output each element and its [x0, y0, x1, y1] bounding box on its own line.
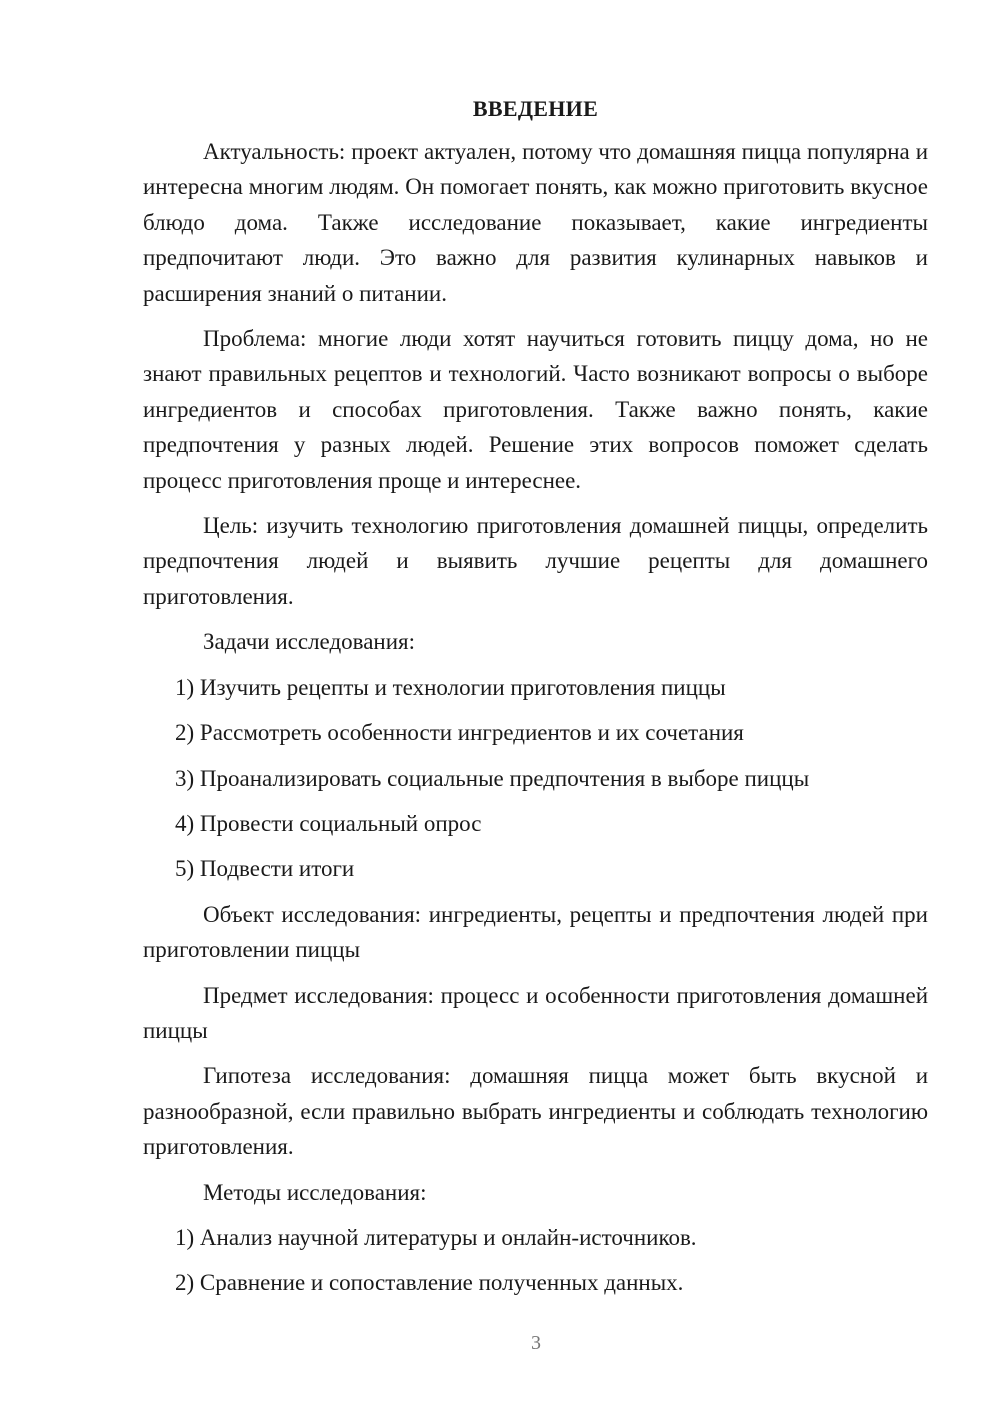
goal-paragraph: Цель: изучить технологию приготовления домашней пиццы, определить предпочтения людей и выявить лучшие рецепты для домашнего приготовления. — [143, 513, 928, 609]
list-item: 5) Подвести итоги — [175, 856, 355, 882]
list-item: 2) Рассмотреть особенности ингредиентов и их сочетания — [175, 720, 744, 746]
object-paragraph: Объект исследования: ингредиенты, рецепты и предпочтения людей при приготовлении пиццы — [143, 901, 928, 963]
methods-list — [143, 1220, 928, 1301]
list-item: 1) Анализ научной литературы и онлайн-источников. — [175, 1224, 697, 1250]
page-title: ВВЕДЕНИЕ — [472, 96, 599, 121]
subject-paragraph: Предмет исследования: процесс и особенности приготовления домашней пиццы — [143, 982, 928, 1043]
problem-paragraph: Проблема: многие люди хотят научиться готовить пиццу дома, но не знают правильных рецептов и технологий. Часто возникают вопросы о выборе ингредиентов и способах приготовления. Также важно понять, какие предпочтения у разных людей. Решение этих вопросов поможет сделать процесс приготовления проще и интереснее. — [143, 326, 928, 493]
list-item: 4) Провести социальный опрос — [175, 810, 482, 836]
hypothesis-paragraph: Гипотеза исследования: домашняя пицца может быть вкусной и разнообразной, если правильно выбрать ингредиенты и соблюдать технологию приготовления. — [143, 1063, 928, 1160]
relevance-paragraph: Актуальность: проект актуален, потому что домашняя пицца популярна и интересна многим людям. Он помогает понять, как можно приготовить вкусное блюдо дома. Также исследование показывает, какие ингредиенты предпочитают люди. Это важно для развития кулинарных навыков и расширения знаний о питании. — [143, 139, 928, 306]
methods-heading: Методы исследования: — [203, 1179, 427, 1205]
list-item: 1) Изучить рецепты и технологии приготовления пиццы — [175, 674, 726, 700]
list-item: 2) Сравнение и сопоставление полученных данных. — [175, 1270, 684, 1296]
tasks-list — [143, 670, 928, 887]
tasks-heading: Задачи исследования: — [203, 629, 416, 655]
list-item: 3) Проанализировать социальные предпочтения в выборе пиццы — [175, 765, 810, 791]
page-number: 3 — [531, 1332, 541, 1354]
page-content — [143, 94, 928, 1311]
